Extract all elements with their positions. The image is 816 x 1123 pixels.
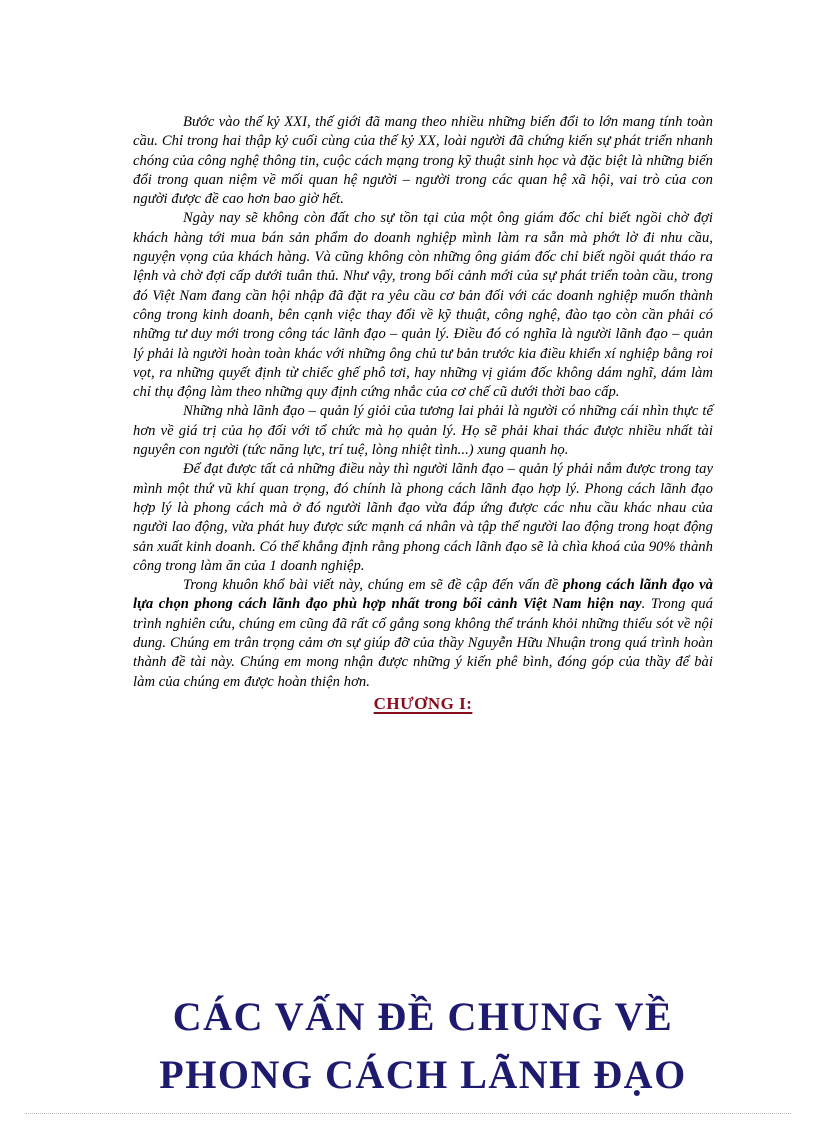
page-bottom-divider <box>25 1113 791 1114</box>
chapter-title-line-2: PHONG CÁCH LÃNH ĐẠO <box>159 1052 687 1097</box>
scope-rest-text: . Trong quá trình nghiên cứu, chúng em cũng đã rất cố gắng song không thể tránh khỏi những thiếu sót về nội dung. Chúng em trân trọng cảm ơn sự giúp đỡ của thầy Nguyễn Hữu Nhuận trong quá trình hoàn thành đề tài này. Chúng em mong nhận được những ý kiến phê bình, đóng góp của thầy để bài làm của chúng em được hoàn thiện hơn. <box>133 596 713 690</box>
scope-topic-bold: phong cách lãnh đạo và lựa chọn phong cách lãnh đạo phù hợp nhất trong bối cảnh Việt Nam hiện nay <box>133 577 713 613</box>
chapter-title-line-1: CÁC VẤN ĐỀ CHUNG VỀ <box>172 994 674 1039</box>
paragraph-intro: Bước vào thế kỷ XXI, thế giới đã mang theo nhiều những biến đổi to lớn mang tính toàn cầu. Chỉ trong hai thập kỷ cuối cùng của thế kỷ XX, loài người đã chứng kiến sự phát triển nhanh chóng của công nghệ thông tin, cuộc cách mạng trong kỹ thuật sinh học và đặc biệt là những biến đổi trong quan niệm về mối quan hệ người – người trong các quan hệ xã hội, vai trò của con người được đề cao hơn bao giờ hết. <box>133 114 713 208</box>
scope-intro-text: Trong khuôn khổ bài viết này, chúng em sẽ đề cập đến vấn đề <box>183 577 564 594</box>
paragraph-context: Ngày nay sẽ không còn đất cho sự tồn tại của một ông giám đốc chỉ biết ngồi chờ đợi khách hàng tới mua bán sản phẩm do doanh nghiệp mình làm ra sẵn mà phớt lờ đi nhu cầu, nguyện vọng của khách hàng. Và cũng không còn những ông giám đốc chỉ biết ngồi quát tháo ra lệnh và chờ đợi cấp dưới tuân thủ. Như vậy, trong bối cảnh mới của sự phát triển toàn cầu, trong đó Việt Nam đang cần hội nhập đã đặt ra yêu cầu cơ bản đối với các doanh nghiệp muốn thành công trong kinh doanh, bên cạnh việc thay đổi về kỹ thuật, công nghệ, đào tạo còn cần phải có những tư duy mới trong công tác lãnh đạo – quản lý. Điều đó có nghĩa là người lãnh đạo – quản lý phải là người hoàn toàn khác với những ông chủ tư bản trước kia điều khiển xí nghiệp bằng roi vọt, ra những quyết định từ chiếc ghế phô tơi, hay những vị giám đốc không dám nghĩ, dám làm chỉ thụ động làm theo những quy định cứng nhắc của cơ chế cũ dưới thời bao cấp. <box>133 210 713 401</box>
chapter-label <box>133 694 713 714</box>
paragraph-leadership-style: Để đạt được tất cả những điều này thì người lãnh đạo – quản lý phải nắm được trong tay mình một thứ vũ khí quan trọng, đó chính là phong cách lãnh đạo hợp lý. Phong cách lãnh đạo hợp lý là phong cách mà ở đó người lãnh đạo vừa đáp ứng được các nhu cầu khác nhau của người lao động, vừa phát huy được sức mạnh cá nhân và tập thể người lao động trong hoạt động sản xuất kinh doanh. Có thể khẳng định rằng phong cách lãnh đạo sẽ là chìa khoá của 90% thành công trong làm ăn của 1 doanh nghiệp. <box>133 461 713 574</box>
paragraph-future-leaders: Những nhà lãnh đạo – quản lý giỏi của tương lai phải là người có những cái nhìn thực tế hơn về giá trị của họ đối với tổ chức mà họ quản lý. Họ sẽ phải khai thác được nhiều nhất tài nguyên con người (tức năng lực, trí tuệ, lòng nhiệt tình...) xung quanh họ. <box>133 403 713 459</box>
paragraph-scope <box>133 576 713 692</box>
chapter-title <box>133 988 713 1104</box>
chapter-label-text: CHƯƠNG I: <box>373 693 473 713</box>
document-body <box>133 113 713 714</box>
